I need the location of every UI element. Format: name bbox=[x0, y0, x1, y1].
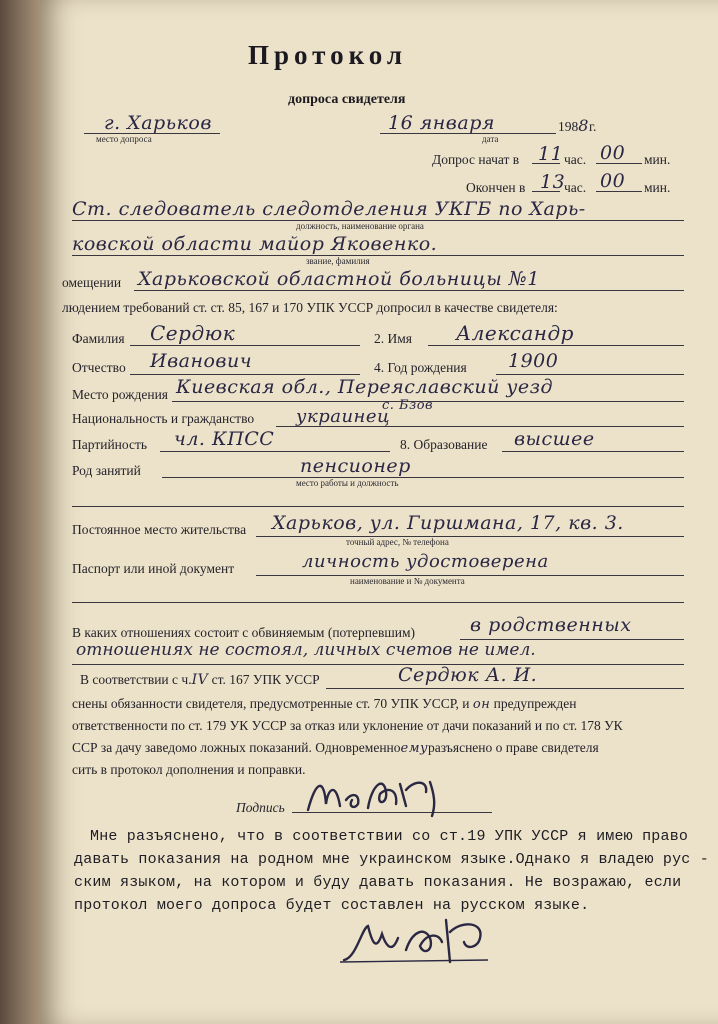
passport-value: личность удостоверена bbox=[302, 551, 549, 572]
passport-caption: наименование и № документа bbox=[350, 576, 465, 586]
place-caption: место допроса bbox=[96, 134, 152, 144]
start-min-label: мин. bbox=[644, 152, 671, 167]
residence-caption: точный адрес, № телефона bbox=[346, 537, 449, 547]
statement-line3: ским языком, на котором и буду давать показания. Не возражаю, если bbox=[74, 874, 682, 891]
start-hours-label: час. bbox=[564, 152, 587, 167]
occupation-value: пенсионер bbox=[300, 455, 411, 477]
surname-label: Фамилия bbox=[72, 331, 125, 346]
date-caption: дата bbox=[482, 134, 499, 144]
place-value: г. Харьков bbox=[104, 112, 212, 134]
investigator-caption2: звание, фамилия bbox=[306, 256, 370, 266]
start-min: 00 bbox=[600, 142, 626, 164]
rights-line1: В соответствии с ч.IV ст. 167 УПК УССР bbox=[80, 672, 320, 688]
birthplace-value: Киевская обл., Переяславский уезд bbox=[176, 376, 554, 398]
occupation-caption: место работы и должность bbox=[296, 478, 399, 488]
name-value: Александр bbox=[456, 321, 574, 345]
education-value: высшее bbox=[514, 428, 595, 450]
premises-value: Харьковской областной больницы №1 bbox=[138, 268, 540, 290]
rights-line5: сить в протокол дополнения и поправки. bbox=[72, 762, 306, 777]
statement-line4: протокол моего допроса будет составлен на русском языке. bbox=[74, 897, 590, 914]
birthplace-village: с. Бзов bbox=[382, 398, 434, 413]
education-label: 8. Образование bbox=[400, 437, 488, 452]
end-min-label: мин. bbox=[644, 180, 671, 195]
premises-label: омещении bbox=[62, 275, 122, 290]
name-label: 2. Имя bbox=[374, 331, 413, 346]
nationality-value: украинец bbox=[296, 406, 391, 427]
rights-line4: ССР за дачу заведомо ложных показаний. Одновременноемуразъяснено о праве свидетеля bbox=[72, 740, 599, 756]
residence-label: Постоянное место жительства bbox=[72, 522, 247, 537]
investigator-line2: ковской области майор Яковенко. bbox=[72, 233, 438, 255]
date-year: 1988г. bbox=[558, 116, 597, 135]
surname-value: Сердюк bbox=[150, 321, 236, 345]
page-title: Протокол bbox=[248, 40, 408, 70]
patronymic-label: Отчество bbox=[72, 360, 126, 375]
relation-value1: в родственных bbox=[470, 614, 632, 636]
passport-label: Паспорт или иной документ bbox=[72, 561, 235, 576]
signature-label: Подпись bbox=[236, 800, 285, 815]
birthplace-label: Место рождения bbox=[72, 387, 169, 402]
witness-signature-2 bbox=[338, 912, 508, 968]
patronymic-value: Иванович bbox=[150, 350, 253, 372]
party-value: чл. КПСС bbox=[174, 428, 275, 450]
witness-signature-1 bbox=[302, 770, 472, 820]
rights-line3: ответственности по ст. 179 УК УССР за отказ или уклонение от дачи показаний и по ст. 178 УК bbox=[72, 718, 623, 733]
end-min: 00 bbox=[600, 170, 626, 192]
nationality-label: Национальность и гражданство bbox=[72, 411, 255, 426]
birth-year-label: 4. Год рождения bbox=[374, 360, 467, 375]
occupation-label: Род занятий bbox=[72, 463, 141, 478]
end-label: Окончен в bbox=[466, 180, 526, 195]
investigator-line1: Ст. следователь следотделения УКГБ по Харь- bbox=[72, 198, 586, 220]
intro-text: людением требований ст. ст. 85, 167 и 170 УПК УССР допросил в качестве свидетеля: bbox=[62, 300, 558, 315]
residence-value: Харьков, ул. Гиршмана, 17, кв. 3. bbox=[272, 512, 624, 534]
statement-line1: Мне разъяснено, что в соответствии со ст.19 УПК УССР я имею право bbox=[90, 828, 689, 845]
date-value: 16 января bbox=[388, 112, 495, 134]
page-subtitle: допроса свидетеля bbox=[288, 92, 406, 107]
end-hours-label: час. bbox=[564, 180, 587, 195]
relation-label: В каких отношениях состоит с обвиняемым (потерпевшим) bbox=[72, 625, 416, 640]
birth-year-value: 1900 bbox=[508, 350, 559, 372]
end-hour: 13 bbox=[540, 171, 566, 193]
party-label: Партийность bbox=[72, 437, 148, 452]
investigator-caption1: должность, наименование органа bbox=[296, 221, 424, 231]
relation-value2: отношениях не состоял, личных счетов не имел. bbox=[76, 640, 536, 660]
start-hour: 11 bbox=[538, 143, 564, 165]
rights-line2: снены обязанности свидетеля, предусмотренные ст. 70 УПК УССР, и он предупрежден bbox=[72, 696, 577, 712]
statement-line2: давать показания на родном мне украинском языке.Однако я владею рус - bbox=[74, 851, 709, 868]
start-label: Допрос начат в bbox=[432, 152, 520, 167]
rights-witness-name: Сердюк А. И. bbox=[398, 664, 538, 686]
